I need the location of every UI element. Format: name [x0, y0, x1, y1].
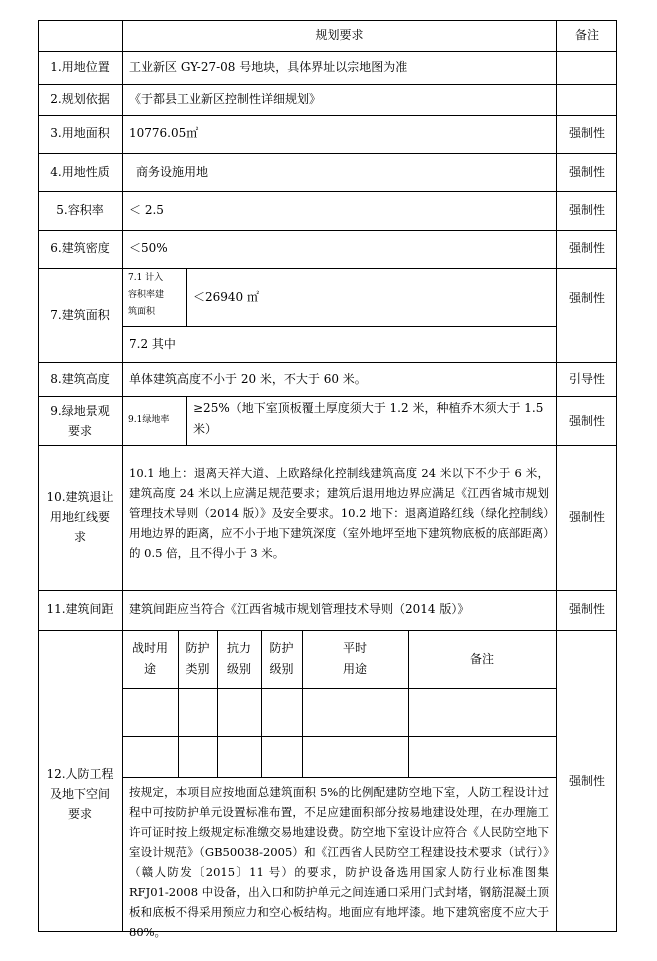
row-value-far: ＜ 2.5 [129, 203, 164, 217]
sub-label-green-ratio: 9.1绿地率 [128, 415, 170, 425]
row-remark-green-landscape: 强制性 [568, 414, 605, 428]
subheader-peacetime-use-line2: 用途 [342, 662, 367, 676]
row-label-building-density: 6.建筑密度 [50, 241, 110, 255]
row-label-land-location: 1.用地位置 [50, 60, 110, 74]
row-remark-floor-area: 强制性 [568, 291, 605, 305]
subheader-remarks: 备注 [469, 652, 494, 666]
header-remarks: 备注 [574, 28, 599, 42]
row-remark-building-height: 引导性 [568, 372, 605, 386]
subheader-resistance-grade: 抗力 [226, 641, 251, 655]
subheader-peacetime-use: 平时 [342, 641, 367, 655]
row-label-planning-basis: 2.规划依据 [50, 92, 110, 106]
row-value-setback: 10.1 地上：退离天祥大道、上欧路绿化控制线建筑高度 24 米以下不少于 6 米，建筑高度 24 米以上应满足规范要求；建筑后退用地边界应满足《江西省城市规划管理技术导则（2014 版）》及安全要求。10.2 地下：退离道路红线（绿化控制线）用地边界的距离，应不小于地下建筑深度（室外地坪至地下建筑物底板的底部距离）的 0.5 倍，且不得小于 3 米。 [129, 466, 549, 560]
row-label-floor-area: 7.建筑面积 [50, 308, 110, 322]
subheader-protection-grade: 防护 [269, 641, 294, 655]
sub-label-of-which: 7.2 其中 [129, 337, 176, 351]
row-value-building-spacing: 建筑间距应当符合《江西省城市规划管理技术导则（2014 版）》 [129, 602, 470, 616]
subheader-protection-grade-line2: 级别 [269, 662, 294, 676]
subheader-wartime-use: 战时用 [131, 641, 168, 655]
row-value-green-ratio-line2: 米） [193, 422, 218, 436]
row-label-land-area: 3.用地面积 [50, 126, 110, 140]
subheader-protection-type: 防护 [185, 641, 210, 655]
row-remark-building-density: 强制性 [568, 241, 605, 255]
sub-label-line: 7.1 计入 [128, 273, 164, 283]
row-label-building-height: 8.建筑高度 [50, 372, 110, 386]
planning-requirements-table [38, 20, 617, 939]
row-remark-setback: 强制性 [568, 510, 605, 524]
row-label-building-spacing: 11.建筑间距 [46, 602, 114, 616]
row-label-setback-line2: 用地红线要 [49, 510, 110, 524]
sub-label-line: 容积率建 [128, 290, 165, 300]
row-value-land-location: 工业新区 GY-27-08 号地块，具体界址以宗地图为准 [129, 60, 408, 74]
row-label-civil-defense-line3: 要求 [67, 807, 92, 821]
header-requirements: 规划要求 [315, 28, 364, 42]
row-remark-civil-defense: 强制性 [568, 774, 605, 788]
row-label-civil-defense: 12.人防工程 [46, 767, 114, 781]
row-remark-land-use: 强制性 [568, 165, 605, 179]
sub-label-far-floor-area [128, 271, 186, 319]
row-value-civil-defense: 按规定，本项目应按地面总建筑面积 5%的比例配建防空地下室，人防工程设计过程中可按防护单元设置标准布置，不足应建面积部分按易地建设处理，在办理施工许可证时按上级规定标准缴交易地建设费。防空地下室设计应符合《人民防空地下室设计规范》（GB50038-2005）和《江西省人民防空工程建设技术要求（试行）》（赣人防发〔2015〕11 号）的要求，防护设备选用国家人防行业标准图集 RFJ01-2008 中设备，出入口和防护单元之间连通口采用门式封堵，钢筋混凝土顶板和底板不得采用预应力和空心板结构。地面应有地坪漆。地下建筑密度不应大于 80%。 [129, 785, 549, 939]
subheader-wartime-use-line2: 途 [143, 662, 156, 676]
row-label-setback-line3: 求 [73, 530, 86, 544]
sub-value-far-floor-area: ＜26940 ㎡ [193, 290, 259, 304]
row-value-building-density: ＜50% [129, 241, 168, 255]
row-label-green-landscape-line2: 要求 [67, 424, 92, 438]
row-remark-building-spacing: 强制性 [568, 602, 605, 616]
subheader-resistance-grade-line2: 级别 [226, 662, 251, 676]
row-label-civil-defense-line2: 及地下空间 [49, 787, 110, 801]
row-value-planning-basis: 《于都县工业新区控制性详细规划》 [129, 92, 322, 106]
subheader-protection-type-line2: 类别 [185, 662, 210, 676]
row-value-land-area: 10776.05㎡ [129, 126, 199, 140]
row-label-far: 5.容积率 [56, 203, 104, 217]
sub-label-line: 筑面积 [128, 307, 156, 317]
row-label-green-landscape: 9.绿地景观 [50, 404, 110, 418]
row-remark-land-area: 强制性 [568, 126, 605, 140]
row-label-land-use: 4.用地性质 [50, 165, 110, 179]
row-value-green-ratio: ≥25%（地下室顶板覆土厚度须大于 1.2 米，种植乔木须大于 1.5 [193, 401, 544, 415]
row-label-setback: 10.建筑退让 [46, 490, 114, 504]
row-value-land-use: 商务设施用地 [136, 165, 209, 179]
row-remark-far: 强制性 [568, 203, 605, 217]
row-value-building-height: 单体建筑高度不小于 20 米，不大于 60 米。 [129, 372, 367, 386]
